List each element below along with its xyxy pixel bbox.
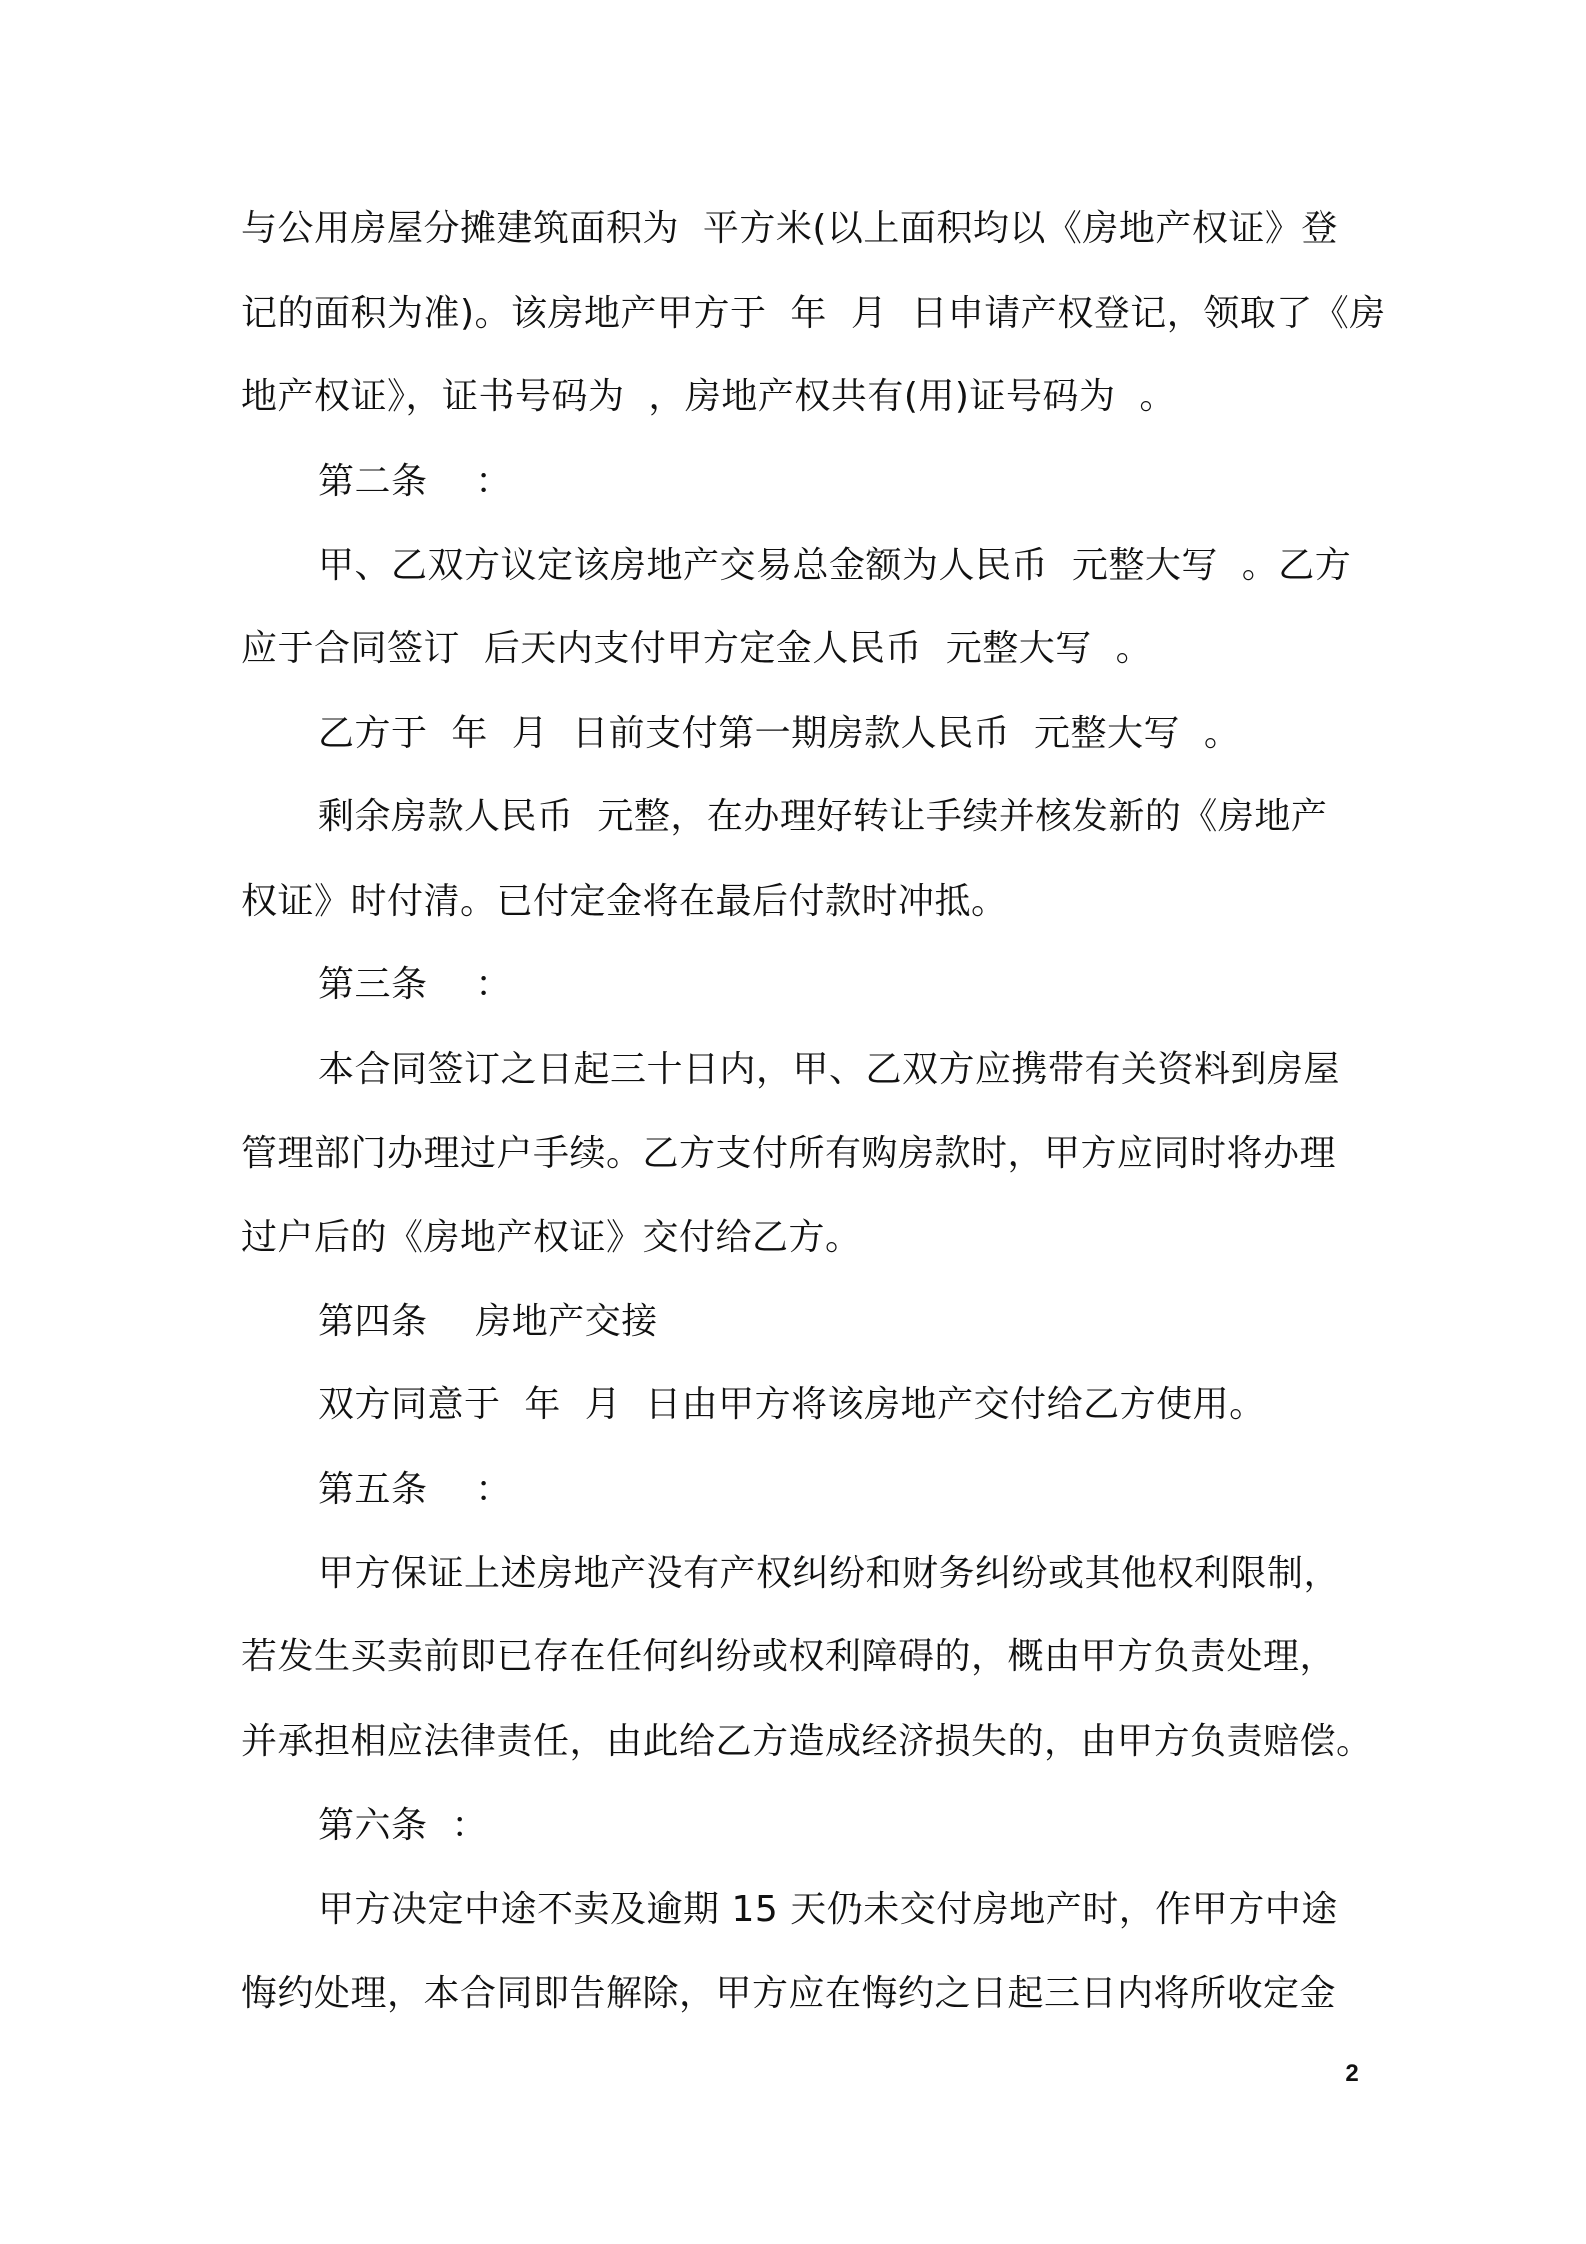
text-line: 甲、乙双方议定该房地产交易总金额为人民币 元整大写 。乙方 — [318, 545, 1352, 586]
section-heading: 第二条 ： — [318, 461, 512, 502]
section-heading: 第三条 ： — [318, 964, 512, 1005]
text-line: 剩余房款人民币 元整，在办理好转让手续并核发新的《房地产 — [318, 796, 1328, 837]
text-line: 应于合同签订 后天内支付甲方定金人民币 元整大写 。 — [241, 628, 1153, 669]
text-line: 若发生买卖前即已存在任何纠纷或权利障碍的，概由甲方负责处理， — [241, 1636, 1337, 1677]
text-line: 双方同意于 年 月 日由甲方将该房地产交付给乙方使用。 — [318, 1384, 1266, 1425]
text-line: 悔约处理，本合同即告解除，甲方应在悔约之日起三日内将所收定金 — [241, 1973, 1337, 2014]
text-line: 与公用房屋分摊建筑面积为 平方米(以上面积均以《房地产权证》登 — [241, 208, 1338, 249]
text-line: 记的面积为准)。该房地产甲方于 年 月 日申请产权登记，领取了《房 — [241, 293, 1386, 334]
text-line: 管理部门办理过户手续。乙方支付所有购房款时，甲方应同时将办理 — [241, 1133, 1337, 1174]
text-line: 甲方保证上述房地产没有产权纠纷和财务纠纷或其他权利限制， — [318, 1553, 1341, 1594]
text-line: 并承担相应法律责任，由此给乙方造成经济损失的，由甲方负责赔偿。 — [241, 1721, 1373, 1762]
section-heading: 第五条 ： — [318, 1469, 512, 1510]
text-line: 本合同签订之日起三十日内，甲、乙双方应携带有关资料到房屋 — [318, 1049, 1341, 1090]
text-line: 权证》时付清。已付定金将在最后付款时冲抵。 — [241, 881, 1008, 922]
page-number: 2 — [1345, 2060, 1359, 2087]
text-line: 过户后的《房地产权证》交付给乙方。 — [241, 1217, 862, 1258]
section-heading: 第四条 房地产交接 — [318, 1301, 658, 1342]
text-line: 甲方决定中途不卖及逾期 15 天仍未交付房地产时，作甲方中途 — [318, 1889, 1338, 1930]
section-heading: 第六条 ： — [318, 1805, 488, 1846]
text-line: 地产权证》，证书号码为 ，房地产权共有(用)证号码为 。 — [241, 376, 1176, 417]
text-line: 乙方于 年 月 日前支付第一期房款人民币 元整大写 。 — [318, 713, 1241, 754]
